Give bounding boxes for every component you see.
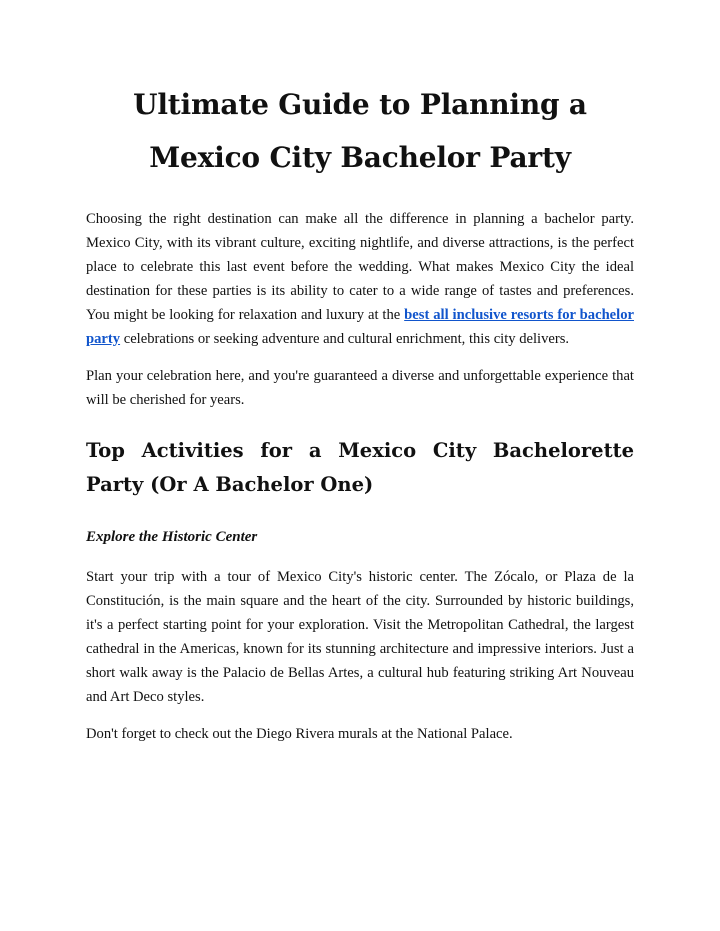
section-heading-top-activities: Top Activities for a Mexico City Bachelorette Party (Or A Bachelor One) [86, 439, 634, 496]
title-line-1: Ultimate Guide to Planning a [133, 88, 587, 121]
historic-center-paragraph: Start your trip with a tour of Mexico City's historic center. The Zócalo, or Plaza de la Constitución, is the main square and the heart of the city. Surrounded by historic buildings, it's a perfect starting point for your exploration. Visit the Metropolitan Cathedral, the largest cathedral in the Americas, known for its stunning architecture and impressive interiors. Just a short walk away is the Palacio de Bellas Artes, a cultural hub featuring striking Art Nouveau and Art Deco styles. [86, 569, 634, 705]
intro-text-after-link: celebrations or seeking adventure and cultural enrichment, this city delivers. [120, 331, 570, 347]
article-body [86, 78, 634, 746]
intro-text-before-link: Choosing the right destination can make all the difference in planning a bachelor party. Mexico City, with its vibrant culture, exciting nightlife, and diverse attractions, is the perfect place to celebrate this last event before the wedding. What makes Mexico City the ideal destination for these parties is its ability to cater to a wide range of tastes and preferences. You might be looking for relaxation and luxury at the [86, 211, 634, 323]
page-title [86, 78, 634, 184]
intro-paragraph [86, 207, 634, 351]
subheading-historic-center: Explore the Historic Center [86, 529, 258, 545]
plan-paragraph: Plan your celebration here, and you're guaranteed a diverse and unforgettable experience that will be cherished for years. [86, 368, 634, 408]
diego-rivera-paragraph: Don't forget to check out the Diego Rivera murals at the National Palace. [86, 726, 513, 742]
resorts-link[interactable]: best all inclusive resorts for bachelor party [86, 307, 634, 347]
title-line-2: Mexico City Bachelor Party [149, 141, 571, 174]
